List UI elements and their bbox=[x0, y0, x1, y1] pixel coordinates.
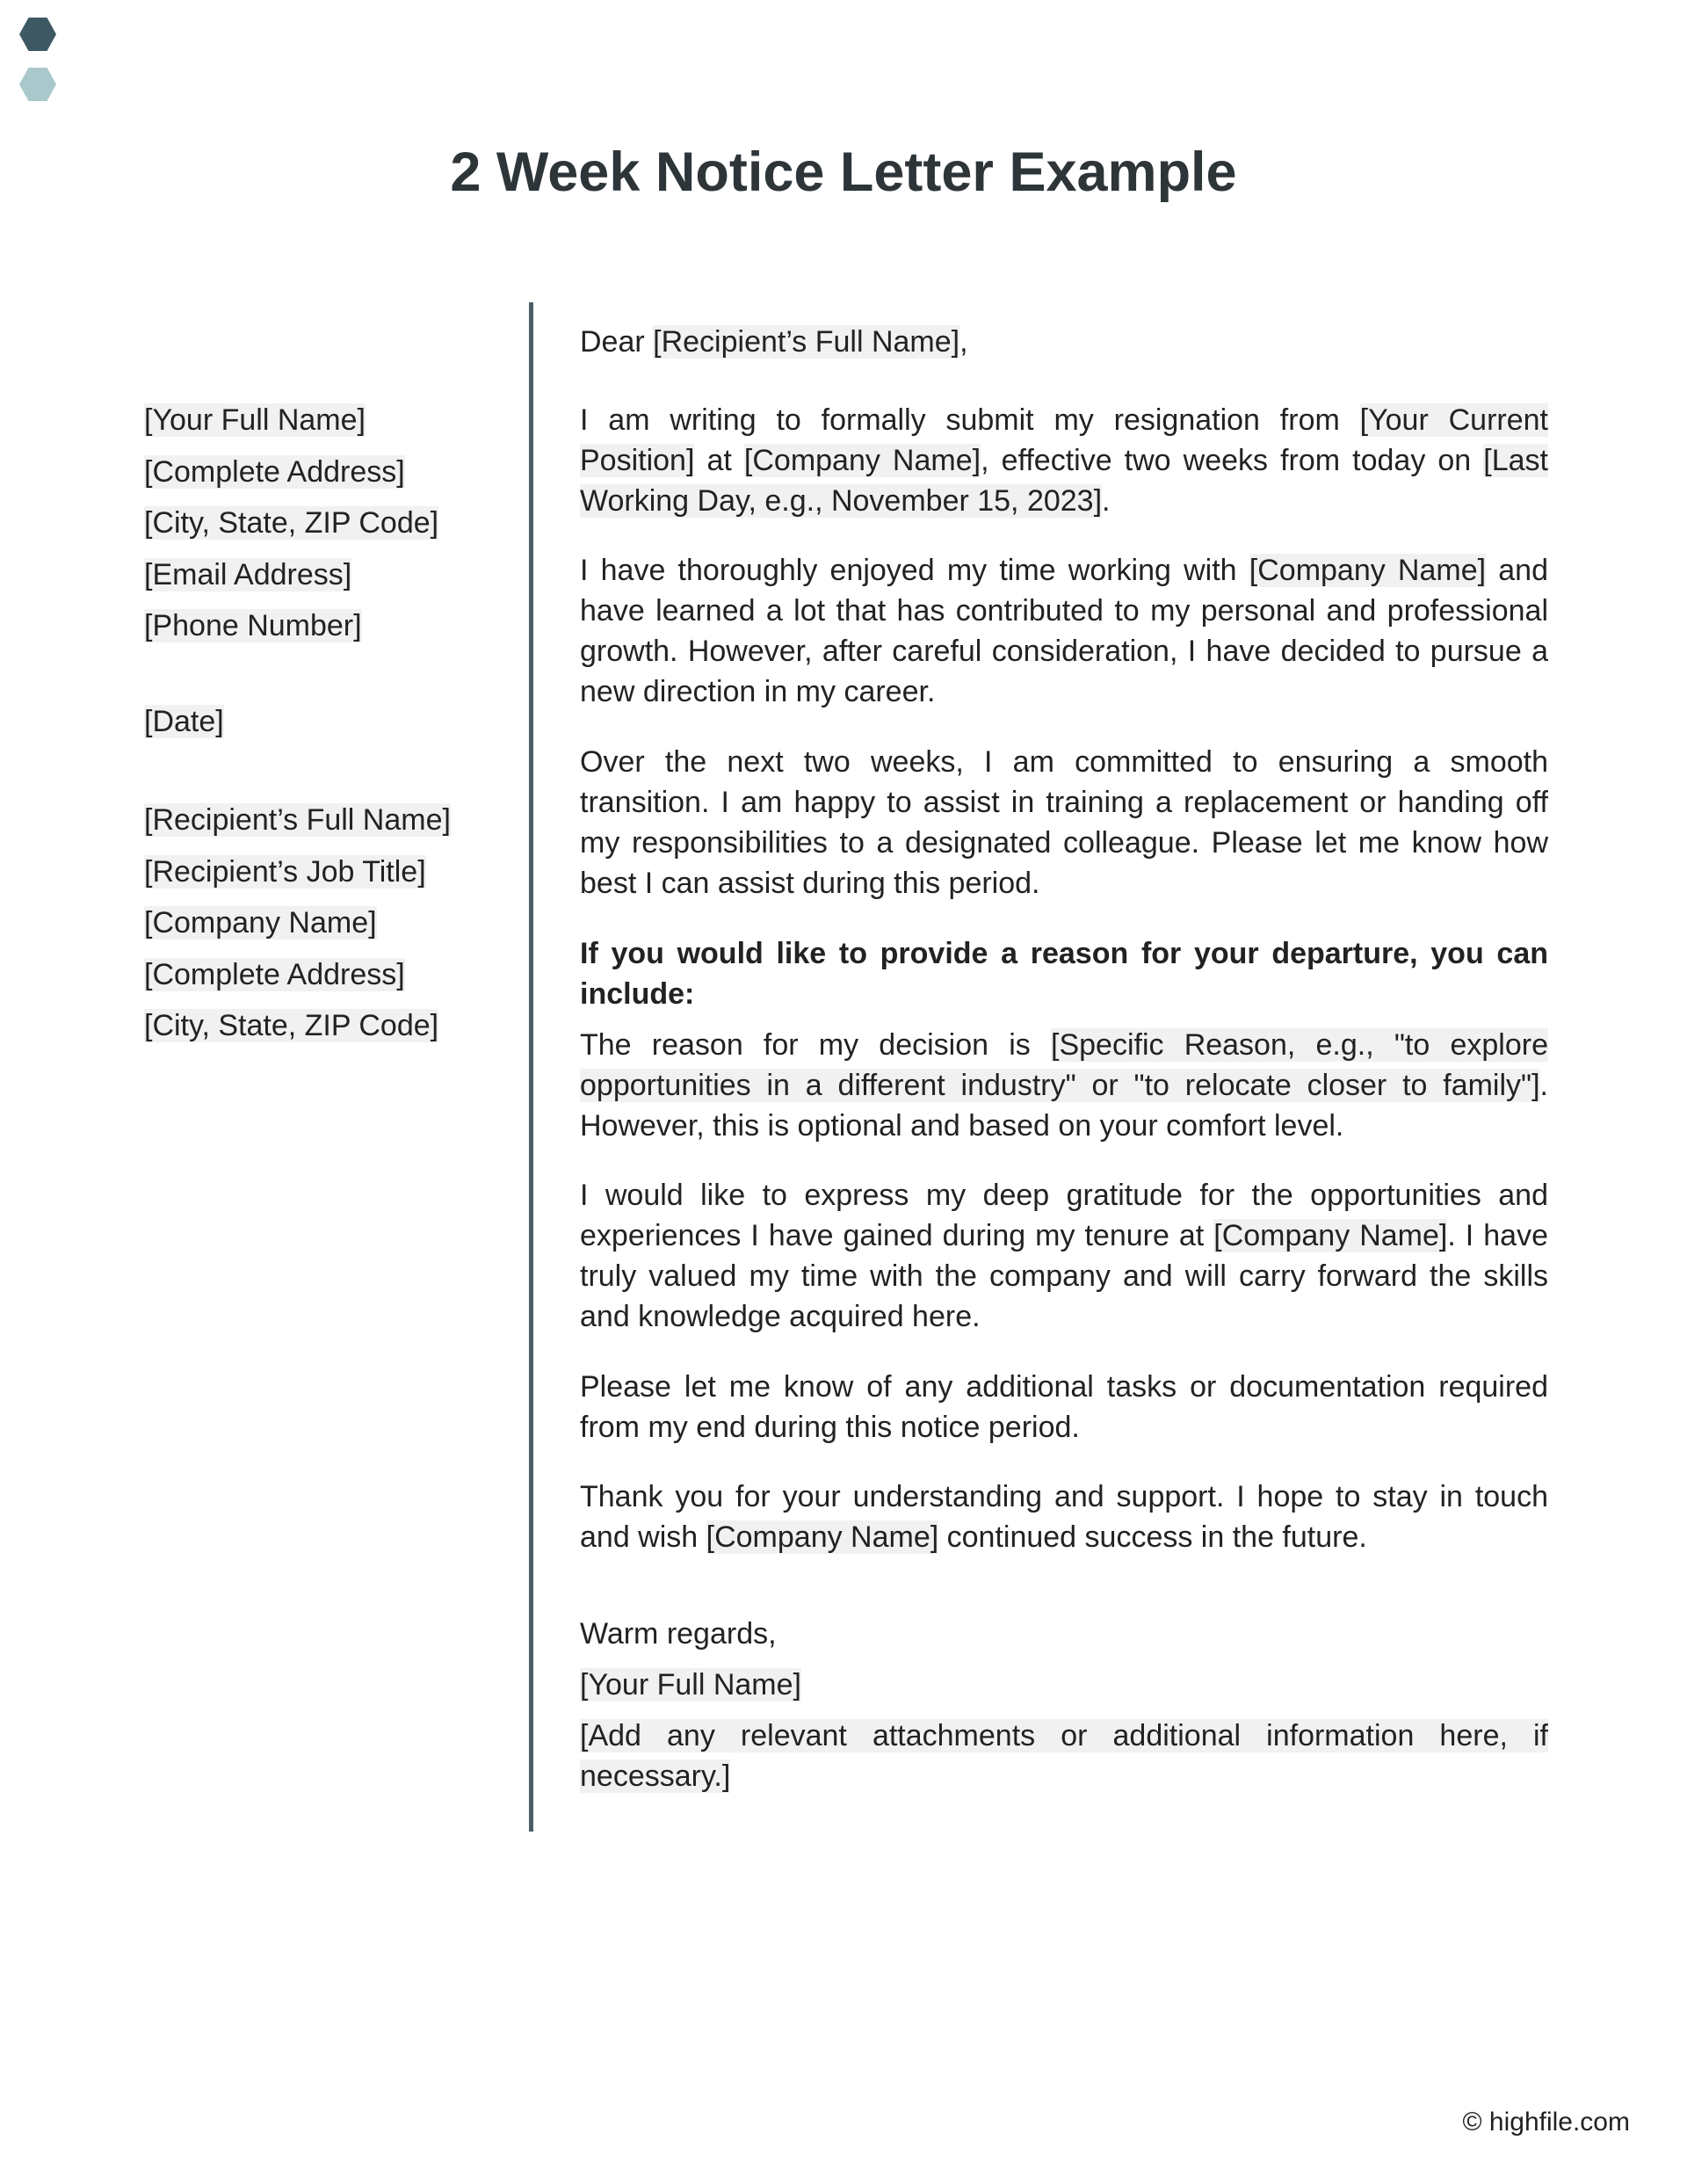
p4-text-b: . However, this is optional and based on your comfort level. bbox=[580, 1069, 1548, 1143]
salutation-text: Dear bbox=[580, 325, 654, 359]
paragraph-resignation bbox=[580, 400, 1548, 521]
p1-text-a: I am writing to formally submit my resignation from bbox=[580, 403, 1360, 437]
vertical-divider bbox=[529, 302, 533, 1832]
optional-heading bbox=[580, 933, 1548, 1014]
attachments-text: [Add any relevant attachments or additional information here, if necessary.] bbox=[580, 1719, 1548, 1793]
p2-text-a: I have thoroughly enjoyed my time working with bbox=[580, 554, 1249, 587]
last-working-day: [Last Working Day, e.g., November 15, 2023] bbox=[580, 444, 1548, 518]
recipient-city: [City, State, ZIP Code] bbox=[144, 1009, 439, 1043]
paragraph-closing bbox=[580, 1477, 1548, 1557]
sender-block bbox=[144, 400, 513, 657]
recipient-name: [Recipient’s Full Name] bbox=[144, 803, 451, 837]
attachments-note bbox=[580, 1716, 1548, 1796]
recipient-address: [Complete Address] bbox=[144, 957, 405, 991]
paragraph-thanks bbox=[580, 1175, 1548, 1337]
sender-name: [Your Full Name] bbox=[144, 403, 366, 437]
optional-heading-text: If you would like to provide a reason for your departure, you can include: bbox=[580, 937, 1548, 1011]
p7-text-a: Thank you for your understanding and support. I hope to stay in touch and wish bbox=[580, 1480, 1548, 1554]
recipient-company: [Company Name] bbox=[144, 906, 377, 940]
recipient-job-title: [Recipient’s Job Title] bbox=[144, 854, 426, 889]
company-name: [Company Name] bbox=[1249, 554, 1487, 587]
p1-text-c: , effective two weeks from today on bbox=[981, 444, 1484, 477]
sender-phone: [Phone Number] bbox=[144, 609, 362, 643]
current-position: [Your Current Position] bbox=[580, 403, 1548, 477]
sender-city: [City, State, ZIP Code] bbox=[144, 506, 439, 541]
p6-text: Please let me know of any additional tasks or documentation required from my end during this notice period. bbox=[580, 1370, 1548, 1444]
logo-hexagon-dark-icon bbox=[19, 18, 56, 51]
p2-text-b: and have learned a lot that has contributed to my personal and professional growth. However, after careful consideration, I have decided to pursue a new direction in my career. bbox=[580, 554, 1548, 708]
specific-reason: [Specific Reason, e.g., "to explore opportunities in a different industry" or "to relocate closer to family"] bbox=[580, 1028, 1548, 1102]
company-name: [Company Name] bbox=[706, 1520, 939, 1554]
logo-hexagon-light-icon bbox=[19, 68, 56, 101]
paragraph-reason bbox=[580, 1025, 1548, 1146]
paragraph-transition bbox=[580, 742, 1548, 903]
p4-text-a: The reason for my decision is bbox=[580, 1028, 1051, 1062]
salutation-name: [Recipient’s Full Name] bbox=[653, 325, 960, 359]
signature bbox=[580, 1665, 1548, 1705]
salutation bbox=[580, 322, 1548, 362]
sender-address: [Complete Address] bbox=[144, 454, 405, 489]
p7-text-b: continued success in the future. bbox=[938, 1520, 1367, 1554]
salutation-comma: , bbox=[959, 325, 968, 359]
company-name: [Company Name] bbox=[743, 444, 981, 477]
recipient-block bbox=[144, 800, 513, 1057]
footer-copyright: © highfile.com bbox=[1462, 2108, 1630, 2137]
page-title: 2 Week Notice Letter Example bbox=[450, 141, 1237, 203]
date-block bbox=[144, 701, 513, 753]
letter-date: [Date] bbox=[144, 705, 224, 738]
p1-text-b: at bbox=[694, 444, 744, 477]
closing bbox=[580, 1614, 1548, 1654]
signature-name: [Your Full Name] bbox=[580, 1668, 801, 1701]
company-name: [Company Name] bbox=[1213, 1219, 1448, 1252]
paragraph-gratitude bbox=[580, 550, 1548, 712]
p1-text-d: . bbox=[1102, 484, 1111, 518]
p5-text-a: I would like to express my deep gratitude for the opportunities and experiences I have gained during my tenure at bbox=[580, 1179, 1548, 1252]
closing-text: Warm regards, bbox=[580, 1617, 777, 1651]
paragraph-tasks bbox=[580, 1367, 1548, 1448]
p3-text: Over the next two weeks, I am committed to ensuring a smooth transition. I am happy to assist in training a replacement or handing off my responsibilities to a designated colleague. Please let me know how best I can assist during this period. bbox=[580, 745, 1548, 900]
sender-email: [Email Address] bbox=[144, 557, 352, 591]
p5-text-b: . I have truly valued my time with the company and will carry forward the skills and knowledge acquired here. bbox=[580, 1219, 1548, 1333]
